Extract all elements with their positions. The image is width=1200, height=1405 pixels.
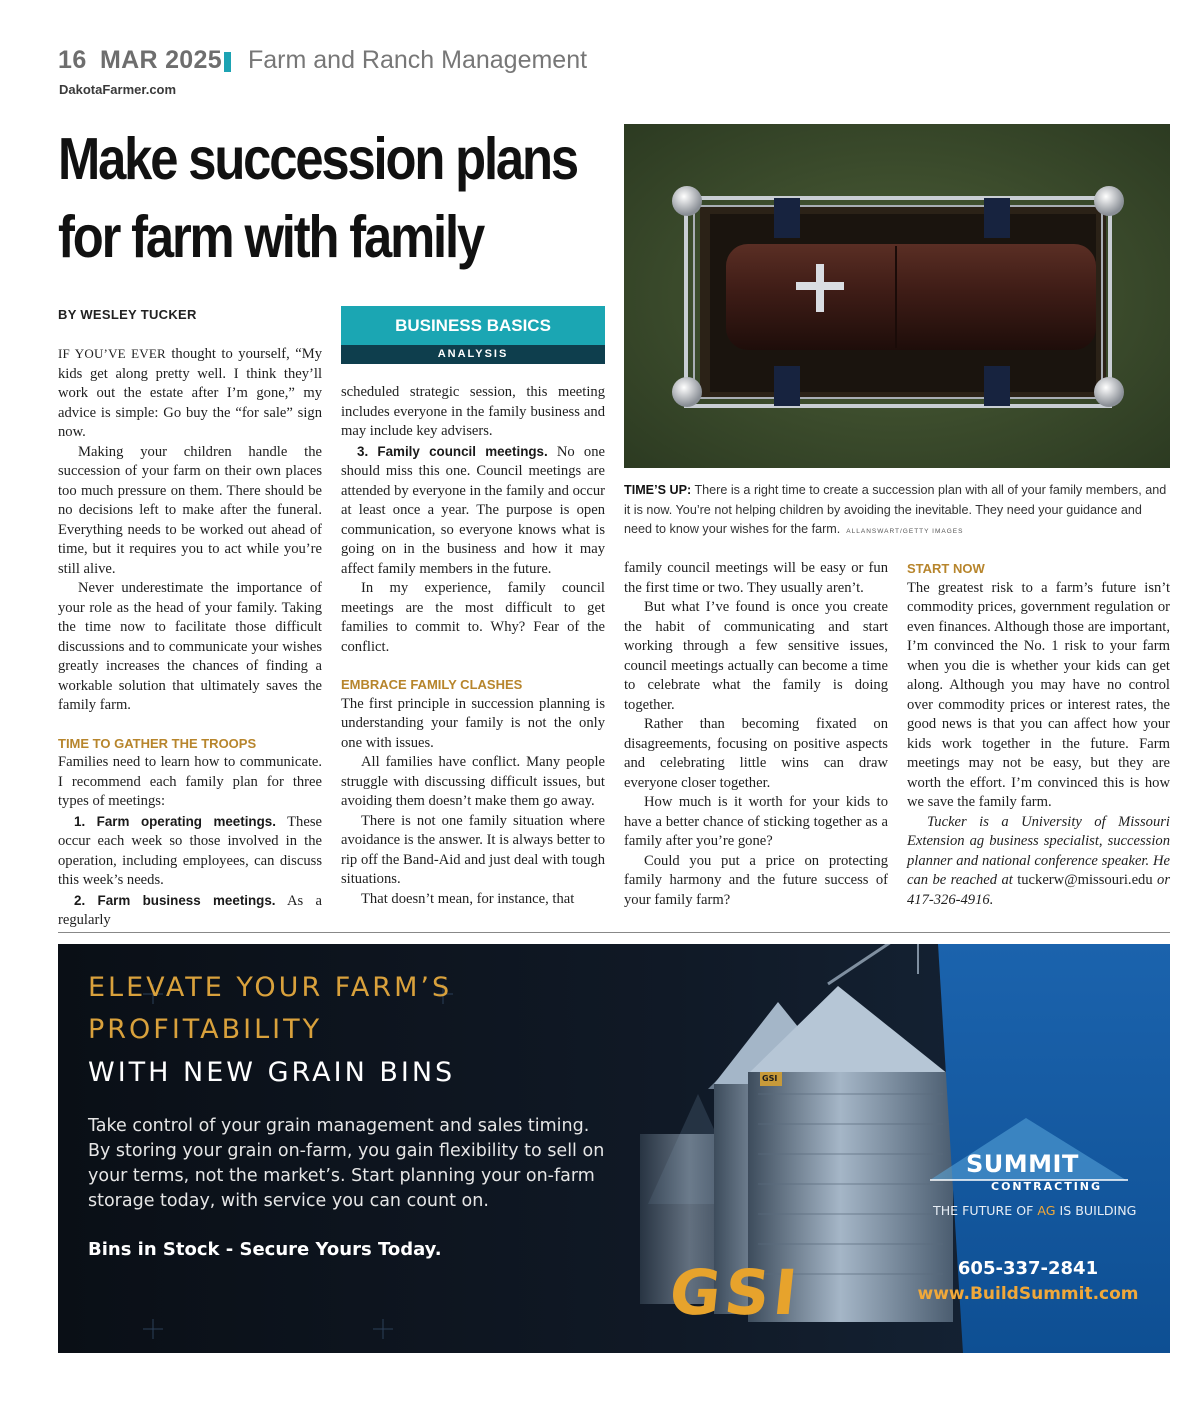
paragraph: Could you put a price on protecting family harmony and the future success of your family farm? — [624, 852, 888, 908]
tagline-highlight: AG — [1037, 1203, 1056, 1218]
summit-tagline — [933, 1203, 1136, 1218]
section-title: Farm and Ranch Management — [248, 46, 588, 74]
list-item-text: No one should miss this one. Council meetings are attended by everyone in the family and occur at least once a year. The purpose is open communication, so everyone knows what is going on in the business and how it may affect family members in the future. — [341, 443, 605, 577]
caption-label: TIME’S UP: — [624, 483, 692, 497]
headline — [58, 120, 577, 276]
advertisement[interactable] — [58, 944, 1170, 1353]
paragraph: That doesn’t mean, for instance, that — [361, 890, 575, 907]
paragraph: family council meetings will be easy or fun the first time or two. They usually aren’t. — [624, 560, 888, 596]
paragraph: There is not one family situation where avoidance is the answer. It is always better to rip off the Band-Aid and just deal with tough situations. — [341, 812, 605, 887]
issue-date: MAR 2025 — [100, 46, 222, 74]
paragraph: The first principle in succession planning is understanding your family is not the only one with issues. — [341, 695, 605, 751]
lead-in: IF YOU’VE EVER — [58, 346, 166, 361]
paragraph: In my experience, family council meetings are the most difficult to get families to commit to. Why? Fear of the conflict. — [341, 580, 605, 655]
paragraph: Rather than becoming fixated on disagreements, focusing on positive aspects and celebrating little wins can draw everyone closer together. — [624, 716, 888, 791]
paragraph: Making your children handle the succession of your farm on their own places too much pressure on them. There should be no decisions left to make after the funeral. Everything needs to be worked out ahead of time, but it requires you to act while you’re still alive. — [58, 443, 322, 577]
summit-logo: SUMMIT — [966, 1150, 1079, 1178]
paragraph: But what I’ve found is once you create the habit of communicating and start working through a few sensitive issues, council meetings actually can become a time to celebrate what the family is doing together. — [624, 599, 888, 713]
site-name[interactable]: DakotaFarmer.com — [59, 82, 177, 97]
list-item-text: These occur each week so those involved in the operation, including employees, can discuss this week’s needs. — [58, 813, 322, 888]
subhead-gather-troops: TIME TO GATHER THE TROOPS — [58, 735, 257, 751]
paragraph — [58, 344, 322, 443]
list-item-label: 3. Family council meetings. — [357, 443, 548, 459]
article-column-2 — [341, 383, 605, 909]
column-badge-title: BUSINESS BASICS — [341, 306, 605, 345]
grain-bin-badge: GSI — [762, 1074, 778, 1083]
ad-phone-number[interactable]: 605-337-2841 — [957, 1258, 1099, 1279]
paragraph: Families need to learn how to communicate. I recommend each family plan for three types of meetings: — [58, 754, 322, 809]
paragraph-text: thought to yourself, “My kids get along pretty well. I think they’ll work out the estate after I’m gone,” my advice is simple: Go buy the “for sale” sign now. — [58, 346, 322, 440]
photo-caption — [624, 481, 1170, 542]
ad-body-text: Take control of your grain management and sales timing. By storing your grain on-farm, you gain flexibility to sell on your terms, not the market’s. Start planning your on-farm storage today, with service you can count on. — [88, 1116, 605, 1211]
section-rule — [58, 932, 1170, 933]
article-column-3 — [624, 559, 888, 910]
subhead-embrace-clashes: EMBRACE FAMILY CLASHES — [341, 677, 523, 692]
column-badge-subtitle: ANALYSIS — [341, 345, 605, 364]
paragraph: The greatest risk to a farm’s future isn’t commodity prices, government regulation or even finances. Although those are important, I’m convinced the No. 1 risk to your farm when you die is whether your kids can get along. Although you may have no control over commodity prices or interest rates, the good news is that you can affect how your kids work together in the future. Farm meetings may not be easy, but they are worth the effort. I’m convinced this is how we save the family farm. — [907, 579, 1170, 810]
paragraph: scheduled strategic session, this meeting includes everyone in the family business and may include key advisers. — [341, 384, 605, 439]
headline-line1: Make succession plans — [58, 126, 577, 192]
tagline-text: Tucker is a University of Missouri Extension ag business specialist, succession planner and national conference speaker. He can be reached at — [907, 813, 1170, 888]
list-item — [58, 891, 322, 931]
list-item — [58, 812, 322, 891]
caption-text: There is a right time to create a succession plan with all of your family members, and it is now. You’re not helping children by avoiding the inevitable. They need your guidance and need to know your wishes for the farm. — [624, 483, 1167, 536]
ad-headline-line3: WITH NEW GRAIN BINS — [88, 1057, 456, 1088]
article-column-4 — [907, 559, 1170, 910]
tagline-or: or — [1152, 872, 1170, 888]
list-item-text: As a regularly — [58, 892, 322, 928]
photo-casket-over-grave — [624, 124, 1170, 468]
tagline-pre: THE FUTURE OF — [933, 1203, 1038, 1218]
headline-line2: for farm with family — [58, 204, 484, 270]
gsi-logo: GSI — [666, 1256, 805, 1329]
author-phone: 417-326-4916. — [907, 891, 994, 908]
list-item-label: 2. Farm business meetings. — [74, 892, 276, 908]
author-email[interactable]: tuckerw@missouri.edu — [1017, 872, 1153, 888]
ad-call-to-action: Bins in Stock - Secure Yours Today. — [88, 1239, 442, 1260]
list-item-label: 1. Farm operating meetings. — [74, 813, 276, 829]
ad-website-link[interactable]: www.BuildSummit.com — [917, 1284, 1139, 1304]
paragraph: How much is it worth for your kids to have a better chance of sticking together as a family after you’re gone? — [624, 794, 888, 849]
summit-logo-subtitle: CONTRACTING — [991, 1180, 1103, 1193]
ad-headline-line1: ELEVATE YOUR FARM’S — [88, 972, 453, 1003]
byline: BY WESLEY TUCKER — [58, 307, 197, 322]
ad-headline-line2: PROFITABILITY — [88, 1014, 323, 1045]
page-number: 16 — [58, 46, 87, 74]
paragraph: All families have conflict. Many people struggle with discussing difficult issues, but avoiding them doesn’t make them go away. — [341, 754, 605, 809]
header-divider — [224, 52, 231, 72]
photo-credit: ALLANSWART/GETTY IMAGES — [846, 528, 964, 535]
article-column-1 — [58, 344, 322, 931]
subhead-start-now: START NOW — [907, 561, 985, 576]
tagline-post: IS BUILDING — [1055, 1203, 1137, 1218]
paragraph: Never underestimate the importance of your role as the head of your family. Taking the time now to facilitate those difficult discussions and to communicate your wishes greatly increases the chances of finding a workable solution that ultimately saves the family farm. — [58, 580, 322, 713]
author-tagline — [907, 813, 1170, 911]
list-item — [341, 442, 605, 580]
